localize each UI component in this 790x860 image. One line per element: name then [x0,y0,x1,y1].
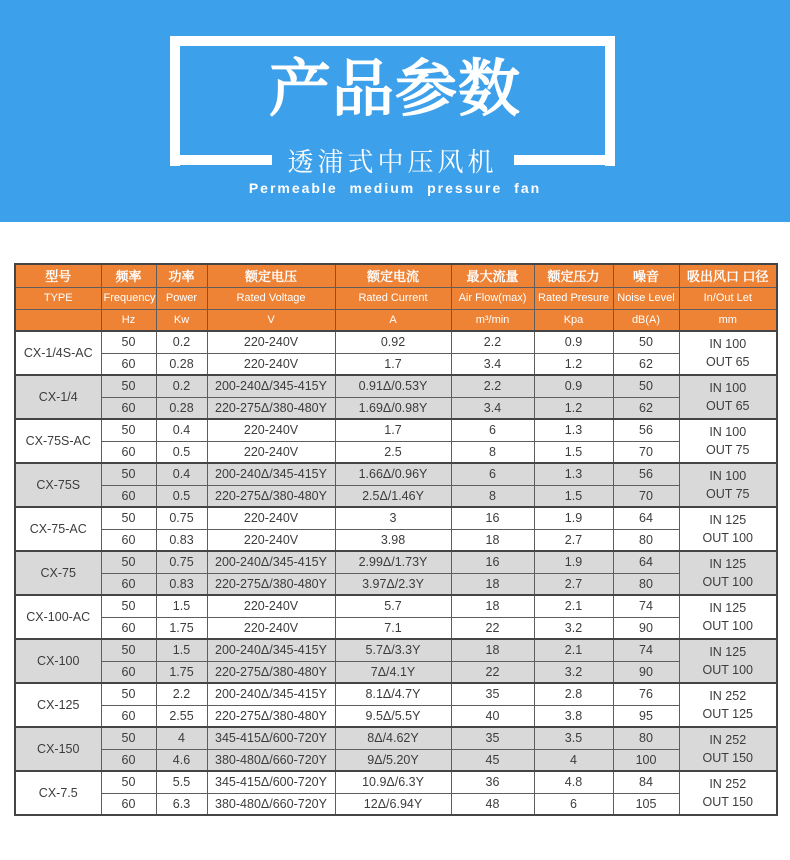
value-cell: 90 [613,617,679,639]
inout-line: OUT 75 [705,487,750,501]
value-cell: 100 [613,749,679,771]
model-cell: CX-75S-AC [15,419,101,463]
value-cell: 50 [101,331,156,353]
value-cell: 80 [613,529,679,551]
header-unit-col-2: Kw [156,309,207,331]
value-cell: 12Δ/6.94Y [335,793,451,815]
value-cell: 220-240V [207,419,335,441]
value-cell: 9Δ/5.20Y [335,749,451,771]
value-cell: 0.2 [156,375,207,397]
value-cell: 3 [335,507,451,529]
value-cell: 60 [101,441,156,463]
inout-line: OUT 125 [702,707,753,721]
value-cell: 50 [101,463,156,485]
value-cell: 3.8 [534,705,613,727]
banner-subtitle-row [170,140,615,180]
value-cell: 220-240V [207,617,335,639]
value-cell: 4.8 [534,771,613,793]
product-params-banner [0,0,790,222]
value-cell: 7.1 [335,617,451,639]
value-cell: 18 [451,639,534,661]
value-cell: 80 [613,573,679,595]
value-cell: 3.4 [451,397,534,419]
model-cell: CX-75S [15,463,101,507]
value-cell: 2.5Δ/1.46Y [335,485,451,507]
inout-cell [679,683,777,727]
value-cell: 1.2 [534,397,613,419]
value-cell: 220-275Δ/380-480Y [207,397,335,419]
value-cell: 50 [101,683,156,705]
table-row [15,617,777,639]
value-cell: 5.7 [335,595,451,617]
value-cell: 0.4 [156,463,207,485]
value-cell: 90 [613,661,679,683]
value-cell: 7Δ/4.1Y [335,661,451,683]
inout-line: IN 125 [709,556,747,571]
banner-subtitle: 透浦式中压风机 [287,146,498,177]
value-cell: 1.5 [534,441,613,463]
value-cell: 4 [156,727,207,749]
value-cell: 60 [101,529,156,551]
inout-line: IN 252 [709,732,747,747]
value-cell: 0.83 [156,529,207,551]
value-cell: 95 [613,705,679,727]
header-cn-col-6: 额定压力 [534,264,613,287]
value-cell: 64 [613,551,679,573]
inout-line: OUT 65 [705,399,750,413]
header-cn-col-5: 最大流量 [451,264,534,287]
value-cell: 80 [613,727,679,749]
value-cell: 220-240V [207,441,335,463]
value-cell: 0.5 [156,441,207,463]
value-cell: 18 [451,573,534,595]
inout-line: IN 100 [709,468,747,483]
value-cell: 220-275Δ/380-480Y [207,705,335,727]
header-unit-col-5: m³/min [451,309,534,331]
table-row [15,353,777,375]
value-cell: 200-240Δ/345-415Y [207,375,335,397]
table-row [15,793,777,815]
inout-line: IN 100 [709,424,747,439]
value-cell: 36 [451,771,534,793]
table-row [15,639,777,661]
inout-line: OUT 150 [702,795,753,809]
model-cell: CX-100-AC [15,595,101,639]
value-cell: 84 [613,771,679,793]
table-row [15,419,777,441]
value-cell: 3.4 [451,353,534,375]
value-cell: 105 [613,793,679,815]
value-cell: 2.5 [335,441,451,463]
model-cell: CX-1/4S-AC [15,331,101,375]
value-cell: 220-275Δ/380-480Y [207,485,335,507]
value-cell: 60 [101,705,156,727]
value-cell: 0.9 [534,331,613,353]
model-cell: CX-7.5 [15,771,101,815]
model-cell: CX-75-AC [15,507,101,551]
value-cell: 16 [451,507,534,529]
header-en-col-5: Air Flow(max) [451,287,534,309]
inout-cell [679,419,777,463]
header-unit-col-8: mm [679,309,777,331]
value-cell: 5.7Δ/3.3Y [335,639,451,661]
value-cell: 2.7 [534,529,613,551]
header-unit-col-6: Kpa [534,309,613,331]
inout-line: IN 252 [709,776,747,791]
value-cell: 220-240V [207,353,335,375]
value-cell: 2.2 [451,375,534,397]
value-cell: 62 [613,397,679,419]
value-cell: 8.1Δ/4.7Y [335,683,451,705]
header-cn-col-8: 吸出风口 口径 [679,264,777,287]
value-cell: 380-480Δ/660-720Y [207,749,335,771]
value-cell: 56 [613,463,679,485]
header-en-col-2: Power [156,287,207,309]
value-cell: 0.28 [156,397,207,419]
table-row [15,661,777,683]
table-row [15,485,777,507]
value-cell: 60 [101,573,156,595]
inout-line: IN 125 [709,600,747,615]
value-cell: 0.75 [156,551,207,573]
inout-line: IN 100 [709,380,747,395]
value-cell: 74 [613,639,679,661]
value-cell: 9.5Δ/5.5Y [335,705,451,727]
value-cell: 60 [101,793,156,815]
inout-line: OUT 100 [702,531,753,545]
table-row [15,727,777,749]
value-cell: 56 [613,419,679,441]
value-cell: 50 [101,507,156,529]
table-row [15,463,777,485]
value-cell: 6 [534,793,613,815]
inout-line: OUT 100 [702,619,753,633]
table-row [15,573,777,595]
value-cell: 50 [101,727,156,749]
value-cell: 1.75 [156,661,207,683]
value-cell: 0.2 [156,331,207,353]
table-row [15,397,777,419]
value-cell: 2.55 [156,705,207,727]
table-row [15,705,777,727]
value-cell: 1.75 [156,617,207,639]
inout-cell [679,639,777,683]
inout-cell [679,771,777,815]
value-cell: 4 [534,749,613,771]
value-cell: 6.3 [156,793,207,815]
value-cell: 0.92 [335,331,451,353]
value-cell: 8 [451,441,534,463]
value-cell: 3.2 [534,661,613,683]
table-row [15,749,777,771]
value-cell: 220-275Δ/380-480Y [207,661,335,683]
value-cell: 18 [451,595,534,617]
inout-cell [679,331,777,375]
value-cell: 220-240V [207,529,335,551]
value-cell: 45 [451,749,534,771]
header-en-col-4: Rated Current [335,287,451,309]
banner-title: 产品参数 [268,55,521,124]
header-en-col-3: Rated Voltage [207,287,335,309]
value-cell: 3.2 [534,617,613,639]
subtitle-left-bar [170,155,272,165]
value-cell: 0.83 [156,573,207,595]
value-cell: 22 [451,661,534,683]
value-cell: 2.7 [534,573,613,595]
value-cell: 0.9 [534,375,613,397]
inout-cell [679,727,777,771]
value-cell: 10.9Δ/6.3Y [335,771,451,793]
value-cell: 64 [613,507,679,529]
inout-line: OUT 65 [705,355,750,369]
value-cell: 50 [613,331,679,353]
value-cell: 50 [613,375,679,397]
value-cell: 2.2 [451,331,534,353]
value-cell: 2.1 [534,639,613,661]
inout-cell [679,463,777,507]
value-cell: 0.75 [156,507,207,529]
value-cell: 6 [451,419,534,441]
value-cell: 16 [451,551,534,573]
table-row [15,771,777,793]
value-cell: 4.6 [156,749,207,771]
value-cell: 50 [101,771,156,793]
header-cn-col-1: 频率 [101,264,156,287]
value-cell: 50 [101,419,156,441]
inout-cell [679,375,777,419]
inout-line: IN 125 [709,512,747,527]
value-cell: 1.5 [534,485,613,507]
value-cell: 62 [613,353,679,375]
model-cell: CX-100 [15,639,101,683]
value-cell: 60 [101,353,156,375]
value-cell: 200-240Δ/345-415Y [207,639,335,661]
value-cell: 1.7 [335,419,451,441]
value-cell: 200-240Δ/345-415Y [207,551,335,573]
value-cell: 50 [101,375,156,397]
value-cell: 1.3 [534,419,613,441]
header-en-col-8: In/Out Let [679,287,777,309]
table-row [15,375,777,397]
header-unit-col-1: Hz [101,309,156,331]
spec-table-head [15,264,777,331]
value-cell: 1.5 [156,639,207,661]
value-cell: 3.5 [534,727,613,749]
header-unit-col-0 [15,309,101,331]
value-cell: 50 [101,595,156,617]
value-cell: 35 [451,683,534,705]
value-cell: 40 [451,705,534,727]
inout-line: OUT 100 [702,663,753,677]
header-en-col-7: Noise Level [613,287,679,309]
value-cell: 0.5 [156,485,207,507]
value-cell: 1.66Δ/0.96Y [335,463,451,485]
subtitle-right-bar [514,155,616,165]
value-cell: 35 [451,727,534,749]
table-row [15,529,777,551]
value-cell: 8Δ/4.62Y [335,727,451,749]
value-cell: 70 [613,485,679,507]
table-row [15,331,777,353]
header-cn-col-0: 型号 [15,264,101,287]
value-cell: 22 [451,617,534,639]
value-cell: 1.2 [534,353,613,375]
table-row [15,441,777,463]
value-cell: 60 [101,485,156,507]
value-cell: 380-480Δ/660-720Y [207,793,335,815]
value-cell: 60 [101,661,156,683]
header-en-col-0: TYPE [15,287,101,309]
header-cn-col-3: 额定电压 [207,264,335,287]
value-cell: 0.4 [156,419,207,441]
inout-line: IN 252 [709,688,747,703]
value-cell: 50 [101,639,156,661]
value-cell: 60 [101,617,156,639]
value-cell: 220-275Δ/380-480Y [207,573,335,595]
value-cell: 2.2 [156,683,207,705]
value-cell: 345-415Δ/600-720Y [207,771,335,793]
value-cell: 0.28 [156,353,207,375]
value-cell: 1.9 [534,551,613,573]
header-en-col-1: Frequency [101,287,156,309]
value-cell: 6 [451,463,534,485]
value-cell: 1.9 [534,507,613,529]
header-unit-col-3: V [207,309,335,331]
inout-line: OUT 100 [702,575,753,589]
value-cell: 5.5 [156,771,207,793]
value-cell: 1.7 [335,353,451,375]
header-unit-col-4: A [335,309,451,331]
value-cell: 48 [451,793,534,815]
value-cell: 3.97Δ/2.3Y [335,573,451,595]
value-cell: 220-240V [207,331,335,353]
model-cell: CX-75 [15,551,101,595]
inout-line: IN 125 [709,644,747,659]
inout-cell [679,507,777,551]
value-cell: 1.69Δ/0.98Y [335,397,451,419]
table-row [15,595,777,617]
model-cell: CX-1/4 [15,375,101,419]
value-cell: 74 [613,595,679,617]
value-cell: 220-240V [207,507,335,529]
inout-line: IN 100 [709,336,747,351]
header-unit-col-7: dB(A) [613,309,679,331]
header-cn-col-7: 噪音 [613,264,679,287]
banner-subtitle-en: Permeable medium pressure fan [248,180,542,196]
value-cell: 220-240V [207,595,335,617]
inout-line: OUT 150 [702,751,753,765]
value-cell: 70 [613,441,679,463]
inout-cell [679,595,777,639]
value-cell: 3.98 [335,529,451,551]
value-cell: 76 [613,683,679,705]
value-cell: 200-240Δ/345-415Y [207,463,335,485]
value-cell: 60 [101,749,156,771]
value-cell: 2.1 [534,595,613,617]
model-cell: CX-150 [15,727,101,771]
inout-line: OUT 75 [705,443,750,457]
spec-table [14,263,778,816]
value-cell: 200-240Δ/345-415Y [207,683,335,705]
value-cell: 1.5 [156,595,207,617]
table-row [15,683,777,705]
value-cell: 1.3 [534,463,613,485]
header-cn-col-4: 额定电流 [335,264,451,287]
value-cell: 60 [101,397,156,419]
model-cell: CX-125 [15,683,101,727]
header-en-col-6: Rated Presure [534,287,613,309]
table-row [15,551,777,573]
value-cell: 0.91Δ/0.53Y [335,375,451,397]
value-cell: 8 [451,485,534,507]
header-cn-col-2: 功率 [156,264,207,287]
inout-cell [679,551,777,595]
value-cell: 50 [101,551,156,573]
table-row [15,507,777,529]
value-cell: 2.99Δ/1.73Y [335,551,451,573]
spec-table-body [15,331,777,815]
value-cell: 18 [451,529,534,551]
watermark [370,816,700,838]
value-cell: 2.8 [534,683,613,705]
value-cell: 345-415Δ/600-720Y [207,727,335,749]
